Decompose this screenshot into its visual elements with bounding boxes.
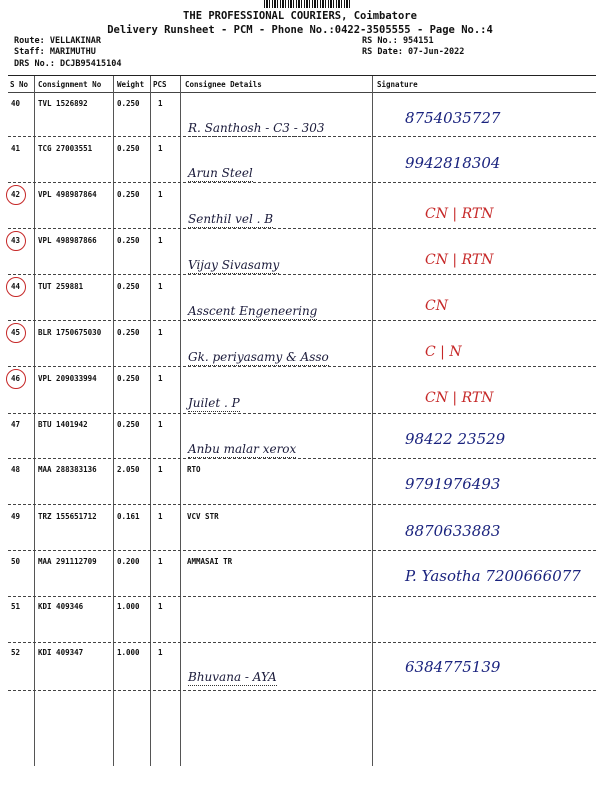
row-signature: 6384775139 bbox=[405, 658, 501, 676]
col-pcs: PCS bbox=[153, 80, 167, 89]
row-weight: 0.250 bbox=[117, 282, 140, 291]
row-pcs: 1 bbox=[158, 465, 163, 474]
row-consignee-printed: VCV STR bbox=[187, 512, 219, 521]
row-separator bbox=[8, 550, 596, 551]
row-signature: CN | RTN bbox=[425, 252, 494, 268]
row-pcs: 1 bbox=[158, 99, 163, 108]
row-sno: 46 bbox=[11, 374, 21, 383]
row-consignment: VPL 209033994 bbox=[38, 374, 97, 383]
col-weight: Weight bbox=[117, 80, 145, 89]
row-signature: CN | RTN bbox=[425, 206, 494, 222]
row-pcs: 1 bbox=[158, 144, 163, 153]
barcode bbox=[264, 0, 350, 8]
row-circle-mark bbox=[6, 277, 26, 297]
row-separator bbox=[8, 182, 596, 183]
row-sno: 48 bbox=[11, 465, 21, 474]
col-consignee: Consignee Details bbox=[185, 80, 262, 89]
row-weight: 0.200 bbox=[117, 557, 140, 566]
row-signature: 9942818304 bbox=[405, 154, 501, 172]
row-consignee-handwritten: R. Santhosh - C3 - 303 bbox=[188, 121, 325, 135]
row-signature: P. Yasotha 7200666077 bbox=[405, 567, 581, 585]
row-pcs: 1 bbox=[158, 236, 163, 245]
row-signature: 8870633883 bbox=[405, 522, 501, 540]
table-row bbox=[8, 644, 596, 684]
row-consignment: TVL 1526892 bbox=[38, 99, 88, 108]
row-consignment: MAA 291112709 bbox=[38, 557, 97, 566]
runsheet-subtitle: Delivery Runsheet - PCM - Phone No.:0422-3505555 - Page No.:4 bbox=[107, 24, 493, 36]
row-separator bbox=[8, 642, 596, 643]
row-signature: 98422 23529 bbox=[405, 430, 506, 448]
row-signature: 9791976493 bbox=[405, 475, 501, 493]
row-pcs: 1 bbox=[158, 648, 163, 657]
row-consignee-handwritten: Bhuvana - AYA bbox=[188, 670, 277, 684]
row-weight: 0.250 bbox=[117, 374, 140, 383]
row-consignee-printed: AMMASAI TR bbox=[187, 557, 233, 566]
row-sno: 49 bbox=[11, 512, 21, 521]
header-rule bbox=[8, 92, 596, 93]
row-circle-mark bbox=[6, 369, 26, 389]
row-signature: 8754035727 bbox=[405, 109, 501, 127]
row-weight: 1.000 bbox=[117, 602, 140, 611]
row-consignment: MAA 288383136 bbox=[38, 465, 97, 474]
row-signature: C | N bbox=[425, 344, 462, 360]
row-consignment: TUT 259881 bbox=[38, 282, 84, 291]
row-consignee-handwritten: Arun Steel bbox=[188, 166, 253, 180]
row-circle-mark bbox=[6, 323, 26, 343]
col-consignment: Consignment No bbox=[38, 80, 102, 89]
row-pcs: 1 bbox=[158, 420, 163, 429]
row-sno: 45 bbox=[11, 328, 21, 337]
row-separator bbox=[8, 136, 596, 137]
row-consignee-handwritten: Gk. periyasamy & Asso bbox=[188, 350, 329, 364]
rs-date-label: RS Date: 07-Jun-2022 bbox=[362, 47, 465, 57]
row-separator bbox=[8, 413, 596, 414]
row-pcs: 1 bbox=[158, 602, 163, 611]
row-consignee-printed: RTO bbox=[187, 465, 201, 474]
col-divider bbox=[180, 76, 181, 766]
row-sno: 42 bbox=[11, 190, 21, 199]
row-weight: 0.250 bbox=[117, 236, 140, 245]
table-top-border bbox=[8, 75, 596, 76]
col-divider bbox=[113, 76, 114, 766]
col-divider bbox=[150, 76, 151, 766]
row-separator bbox=[8, 458, 596, 459]
row-consignee-handwritten: Anbu malar xerox bbox=[188, 442, 297, 456]
row-consignee-handwritten: Asscent Engeneering bbox=[188, 304, 318, 318]
row-circle-mark bbox=[6, 231, 26, 251]
row-separator bbox=[8, 366, 596, 367]
row-separator bbox=[8, 274, 596, 275]
table-row bbox=[8, 140, 596, 180]
row-consignee-handwritten: Juilet . P bbox=[188, 396, 240, 410]
row-signature: CN | RTN bbox=[425, 390, 494, 406]
row-sno: 43 bbox=[11, 236, 21, 245]
row-separator bbox=[8, 690, 596, 691]
table-row bbox=[8, 416, 596, 456]
row-consignment: KDI 409346 bbox=[38, 602, 84, 611]
row-sno: 52 bbox=[11, 648, 21, 657]
row-pcs: 1 bbox=[158, 190, 163, 199]
row-weight: 0.250 bbox=[117, 328, 140, 337]
row-separator bbox=[8, 504, 596, 505]
col-signature: Signature bbox=[377, 80, 418, 89]
row-consignment: TRZ 155651712 bbox=[38, 512, 97, 521]
row-sno: 50 bbox=[11, 557, 21, 566]
row-pcs: 1 bbox=[158, 282, 163, 291]
col-sno: S No bbox=[10, 80, 29, 89]
row-weight: 0.161 bbox=[117, 512, 140, 521]
row-weight: 0.250 bbox=[117, 190, 140, 199]
row-sno: 51 bbox=[11, 602, 21, 611]
row-consignee-handwritten: Vijay Sivasamy bbox=[188, 258, 280, 272]
row-sno: 44 bbox=[11, 282, 21, 291]
row-weight: 0.250 bbox=[117, 420, 140, 429]
staff-label: Staff: MARIMUTHU bbox=[14, 47, 96, 57]
row-separator bbox=[8, 320, 596, 321]
drs-label: DRS No.: DCJB95415104 bbox=[14, 59, 122, 69]
rs-no-label: RS No.: 954151 bbox=[362, 36, 434, 46]
route-label: Route: VELLAKINAR bbox=[14, 36, 101, 46]
row-pcs: 1 bbox=[158, 374, 163, 383]
row-separator bbox=[8, 596, 596, 597]
row-consignment: VPL 498987864 bbox=[38, 190, 97, 199]
row-consignment: BTU 1401942 bbox=[38, 420, 88, 429]
row-consignee-handwritten: Senthil vel . B bbox=[188, 212, 274, 226]
col-divider bbox=[372, 76, 373, 766]
table-row bbox=[8, 598, 596, 638]
row-pcs: 1 bbox=[158, 557, 163, 566]
row-weight: 0.250 bbox=[117, 144, 140, 153]
row-weight: 1.000 bbox=[117, 648, 140, 657]
row-weight: 0.250 bbox=[117, 99, 140, 108]
row-pcs: 1 bbox=[158, 512, 163, 521]
row-consignment: TCG 27003551 bbox=[38, 144, 93, 153]
col-divider bbox=[34, 76, 35, 766]
row-pcs: 1 bbox=[158, 328, 163, 337]
row-sno: 40 bbox=[11, 99, 21, 108]
row-circle-mark bbox=[6, 185, 26, 205]
row-separator bbox=[8, 228, 596, 229]
row-signature: CN bbox=[425, 298, 448, 314]
company-title: THE PROFESSIONAL COURIERS, Coimbatore bbox=[183, 10, 417, 22]
row-sno: 41 bbox=[11, 144, 21, 153]
row-consignment: BLR 1750675030 bbox=[38, 328, 102, 337]
row-consignment: VPL 498987866 bbox=[38, 236, 97, 245]
row-weight: 2.050 bbox=[117, 465, 140, 474]
row-sno: 47 bbox=[11, 420, 21, 429]
row-consignment: KDI 409347 bbox=[38, 648, 84, 657]
